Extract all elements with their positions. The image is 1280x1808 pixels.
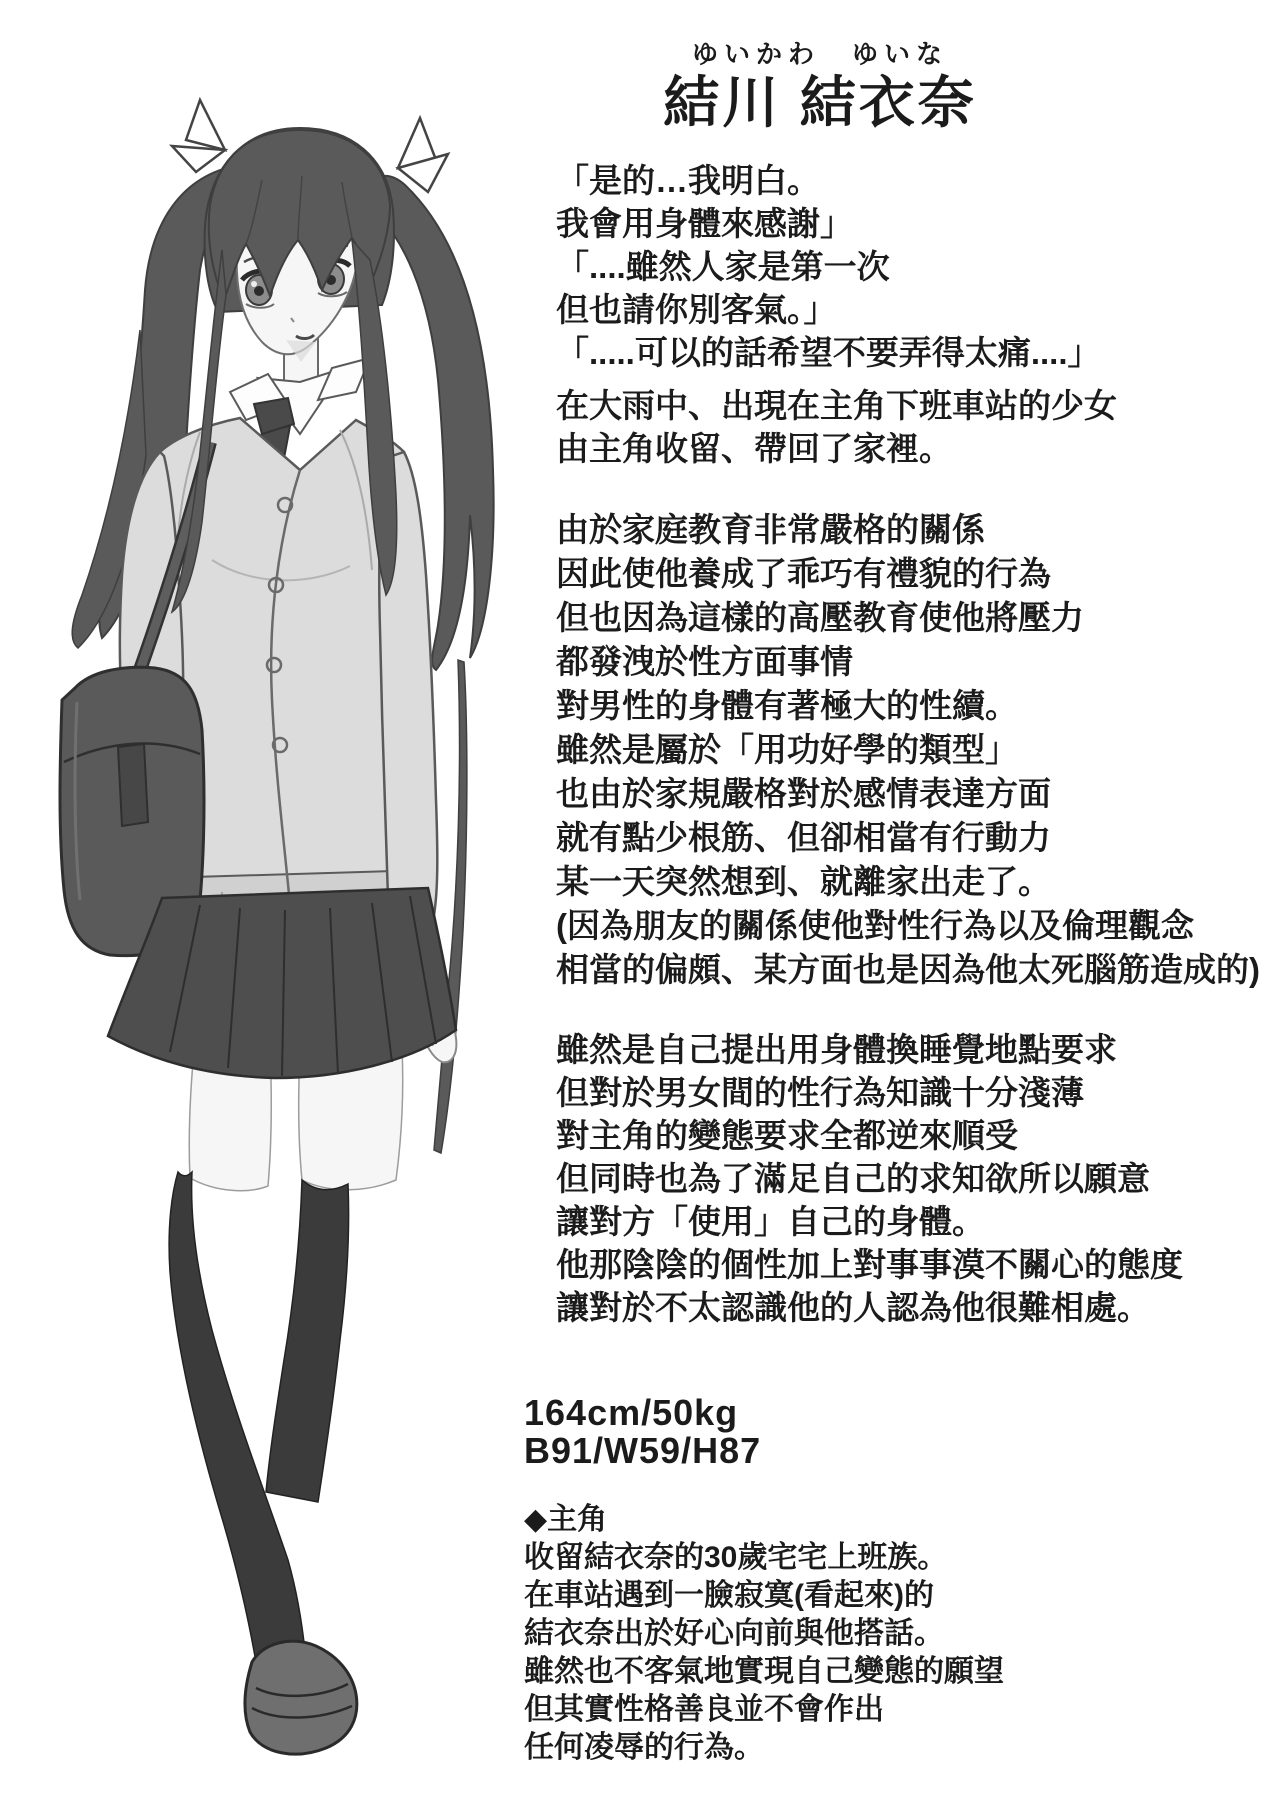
stats-line: B91/W59/H87 xyxy=(524,1430,762,1471)
profile-line: 雖然是屬於「用功好學的類型」 xyxy=(556,731,1018,768)
profile-line: 但對於男女間的性行為知識十分淺薄 xyxy=(556,1074,1084,1111)
protagonist-line: 結衣奈出於好心向前與他搭話。 xyxy=(524,1617,944,1650)
personality-paragraph xyxy=(556,1028,1183,1329)
profile-line: 他那陰陰的個性加上對事事漠不關心的態度 xyxy=(556,1246,1183,1283)
thigh-high-socks xyxy=(169,1172,349,1674)
character-illustration xyxy=(0,0,500,1808)
hair-ribbon-right xyxy=(398,118,448,192)
quote-line: 我會用身體來感謝」 xyxy=(556,205,853,242)
profile-line: 因此使他養成了乖巧有禮貌的行為 xyxy=(556,555,1051,592)
profile-line: 但同時也為了滿足自己的求知欲所以願意 xyxy=(556,1160,1150,1197)
intro-line: 在大雨中、出現在主角下班車站的少女 xyxy=(556,387,1117,424)
body-stats xyxy=(524,1394,761,1470)
intro-line: 由主角收留、帶回了家裡。 xyxy=(556,430,952,467)
profile-line: 都發洩於性方面事情 xyxy=(556,643,853,680)
profile-line: 對男性的身體有著極大的性續。 xyxy=(556,687,1018,724)
character-name: 結川 結衣奈 xyxy=(663,71,977,134)
profile-line: 讓對方「使用」自己的身體。 xyxy=(556,1203,985,1240)
profile-line: (因為朋友的關係使他對性行為以及倫理觀念 xyxy=(556,907,1194,944)
protagonist-line: 但其實性格善良並不會作出 xyxy=(524,1693,884,1726)
profile-line: 雖然是自己提出用身體換睡覺地點要求 xyxy=(556,1031,1117,1068)
stats-line: 164cm/50kg xyxy=(524,1392,739,1433)
quote-line: 「.....可以的話希望不要弄得太痛....」 xyxy=(556,334,1101,371)
profile-line: 但也因為這樣的高壓教育使他將壓力 xyxy=(556,599,1084,636)
sock-back-leg xyxy=(266,1180,349,1502)
protagonist-line: 任何凌辱的行為。 xyxy=(524,1731,764,1764)
quote-line: 「是的…我明白。 xyxy=(556,162,820,199)
profile-line: 由於家庭教育非常嚴格的關係 xyxy=(556,511,985,548)
loafer-shoe xyxy=(245,1641,357,1754)
furigana: ゆいかわ ゆいな xyxy=(691,39,948,69)
bag-buckle-strap xyxy=(118,744,148,826)
protagonist-line: 雖然也不客氣地實現自己變態的願望 xyxy=(524,1655,1004,1688)
intro-paragraph xyxy=(556,384,1117,470)
hair-strand-right-long xyxy=(434,660,467,1153)
profile-line: 某一天突然想到、就離家出走了。 xyxy=(556,863,1051,900)
protagonist-line: 收留結衣奈的30歲宅宅上班族。 xyxy=(524,1541,948,1574)
protagonist-heading: ◆主角 xyxy=(524,1503,608,1536)
profile-line: 就有點少根筋、但卻相當有行動力 xyxy=(556,819,1051,856)
quote-block xyxy=(556,159,1101,374)
profile-line: 讓對於不太認識他的人認為他很難相處。 xyxy=(556,1289,1150,1326)
quote-line: 「....雖然人家是第一次 xyxy=(556,248,890,285)
profile-line: 對主角的變態要求全都逆來順受 xyxy=(556,1117,1018,1154)
hair-ribbon-left xyxy=(172,100,225,172)
character-name-header xyxy=(530,38,1110,134)
protagonist-section xyxy=(524,1501,1004,1767)
profile-line: 也由於家規嚴格對於感情表達方面 xyxy=(556,775,1051,812)
profile-line: 相當的偏頗、某方面也是因為他太死腦筋造成的) xyxy=(556,951,1260,988)
quote-line: 但也請你別客氣。」 xyxy=(556,291,837,328)
background-paragraph xyxy=(556,508,1260,992)
protagonist-line: 在車站遇到一臉寂寞(看起來)的 xyxy=(524,1579,934,1612)
pleated-skirt xyxy=(108,888,456,1078)
